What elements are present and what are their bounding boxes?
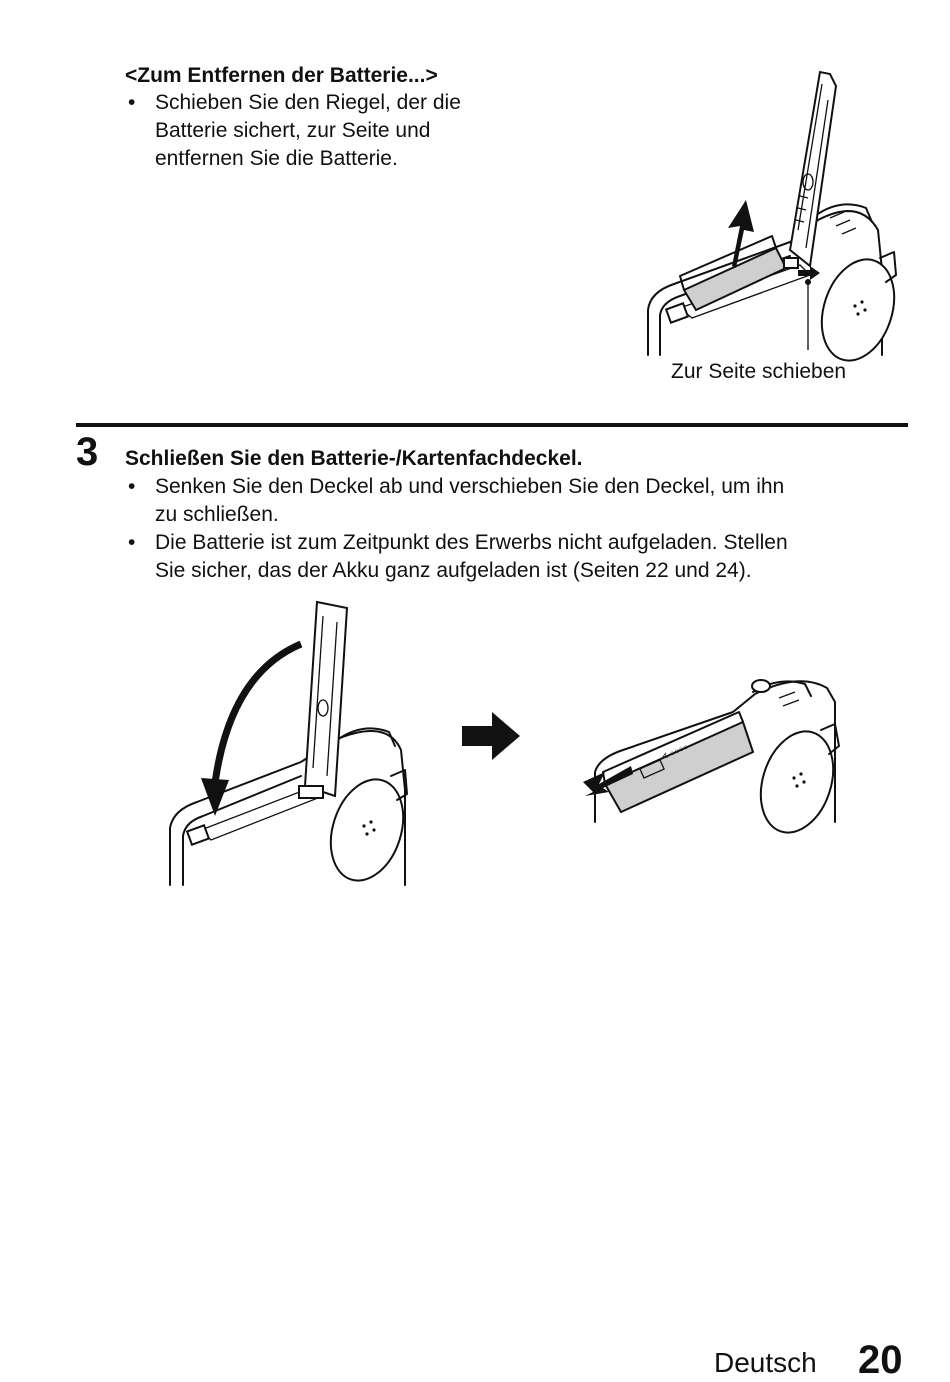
step-number: 3 <box>76 430 99 474</box>
page-number: 20 <box>858 1338 903 1382</box>
bullet-mark: • <box>128 475 136 498</box>
lid-closed-illustration <box>583 662 853 832</box>
step-bullet-2-line-1: Die Batterie ist zum Zeitpunkt des Erwerbs nicht aufgeladen. Stellen <box>155 531 788 554</box>
footer-language: Deutsch <box>714 1347 817 1378</box>
bullet-mark: • <box>128 531 136 554</box>
bullet-mark: • <box>128 91 136 114</box>
slide-aside-caption: Zur Seite schieben <box>671 360 847 383</box>
step-bullet-1-line-1: Senken Sie den Deckel ab und verschieben Sie den Deckel, um ihn <box>155 475 785 498</box>
battery-removal-illustration <box>640 70 910 360</box>
step-bullet-2-line-2: Sie sicher, das der Akku ganz aufgeladen ist (Seiten 22 und 24). <box>155 559 752 582</box>
lid-lowering-illustration <box>165 600 425 890</box>
remove-battery-heading: <Zum Entfernen der Batterie...> <box>125 64 438 87</box>
step-title: Schließen Sie den Batterie-/Kartenfachdeckel. <box>125 447 583 470</box>
svg-text:∢ ○○○○: ∢ ○○○○ <box>660 742 690 762</box>
remove-instruction-line-1: Schieben Sie den Riegel, der die <box>155 91 461 114</box>
section-divider <box>76 423 908 427</box>
remove-instruction-line-3: entfernen Sie die Batterie. <box>155 147 398 170</box>
step-bullet-1-line-2: zu schließen. <box>155 503 279 526</box>
arrow-right-icon <box>462 712 522 762</box>
remove-instruction-line-2: Batterie sichert, zur Seite und <box>155 119 431 142</box>
